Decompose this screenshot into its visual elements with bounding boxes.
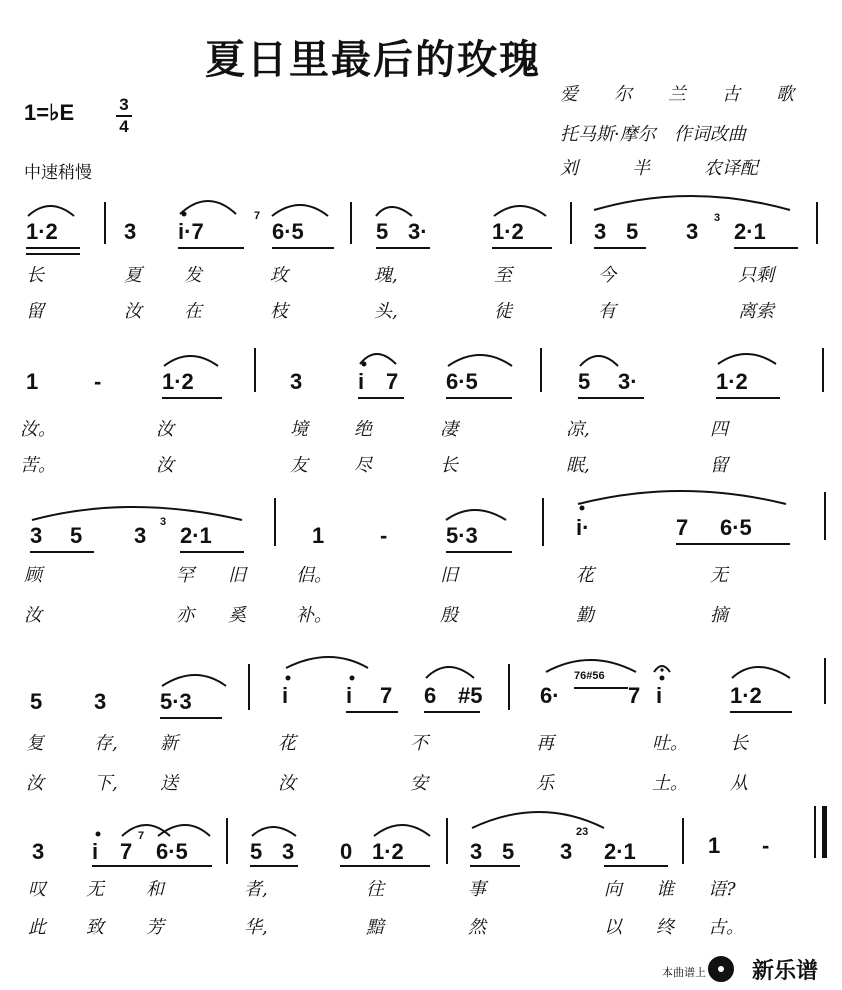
lyric: 然 [468,917,486,938]
lyric: 殷 [440,605,458,626]
lyric: 旧 [440,565,458,586]
octave-dot [286,676,291,681]
octave-dot [350,676,355,681]
lyric: 送 [160,773,178,794]
note: 7 [386,369,399,394]
note: 5 [626,219,639,244]
grace-note: 7 [254,210,261,222]
lyric: 友 [290,455,308,476]
note: - [380,523,388,548]
slur [28,206,74,216]
slur [180,201,236,214]
lyric: 古。 [708,917,744,938]
slur [162,675,226,686]
note: 3 [94,689,107,714]
note: 3 [282,839,295,864]
lyric: 下, [94,773,118,794]
lyric: 凉, [566,419,590,440]
slur [580,356,618,366]
octave-dot [660,676,665,681]
lyric: 乐 [536,773,554,794]
note: - [94,369,102,394]
time-signature-bottom: 4 [119,117,129,136]
lyric: 亦 [176,605,194,626]
slur [374,825,430,836]
note: 6 [424,683,437,708]
lyric: 再 [536,733,554,754]
note: 1·2 [730,683,762,708]
fermata-dot [660,668,663,671]
lyric: 汝 [24,605,42,626]
grace-note: 76#56 [574,670,605,682]
lyric: 今 [598,265,616,286]
brand-logo: 新乐谱 [751,958,818,983]
note: 1 [312,523,325,548]
note: 2·1 [180,523,212,548]
lyric: 黯 [366,917,384,938]
lyric: 只剩 [738,265,774,286]
lyric: 华, [244,917,268,938]
slur [32,507,242,520]
lyric: 复 [26,733,44,754]
note: 1·2 [372,839,404,864]
lyric: 四 [710,419,728,440]
note: 3 [594,219,607,244]
lyric: 存, [94,733,118,754]
note: 7 [380,683,393,708]
slur [426,667,474,678]
note: i [92,839,99,864]
note: 1·2 [162,369,194,394]
note: 1·2 [716,369,748,394]
note: 5 [30,689,43,714]
lyric: 离索 [738,301,774,322]
note: - [762,833,770,858]
slur [494,206,546,216]
note: 3 [32,839,45,864]
slur [594,196,790,210]
logo-disc-icon [708,956,734,982]
lyric: 新 [160,733,178,754]
lyric: 长 [440,455,458,476]
note: 3 [470,839,483,864]
lyric: 语? [708,879,736,900]
note: 7 [676,515,689,540]
lyric: 花 [278,733,296,754]
note: 6·5 [272,219,304,244]
note: 5 [376,219,389,244]
slur [446,510,506,520]
lyric: 汝 [26,773,44,794]
note: i· [576,515,590,540]
slur [272,205,328,216]
lyric: 夏 [124,265,142,286]
note: 3· [618,369,638,394]
note: 3 [30,523,43,548]
lyric: 有 [598,301,616,322]
note: 3 [124,219,137,244]
note: 5·3 [446,523,478,548]
lyric: 玫 [270,265,288,286]
lyric: 绝 [354,419,372,440]
octave-dot [96,832,101,837]
note: i [282,683,289,708]
time-signature-top: 3 [119,95,129,114]
lyric: 土。 [652,773,688,794]
note: 5 [578,369,591,394]
note: 6· [540,683,560,708]
footer-source: 本曲谱上 [662,967,706,979]
lyric: 事 [468,879,486,900]
grace-note: 3 [160,516,167,528]
lyric: 奚 [228,605,246,626]
note: 5 [502,839,515,864]
grace-note: 7 [138,830,145,842]
page-title: 夏日里最后的玫瑰 [205,36,541,83]
lyric: 安 [410,773,428,794]
lyric: 终 [656,917,674,938]
lyric: 芳 [146,917,164,938]
slur [376,207,412,216]
lyric: 汝 [124,301,142,322]
lyric: 补。 [296,605,332,626]
note: 1·2 [492,219,524,244]
tempo-marking: 中速稍慢 [24,163,92,182]
note: 5·3 [160,689,192,714]
lyric: 汝 [156,419,174,440]
slur [718,354,776,364]
slur [122,825,170,836]
octave-dot [362,362,367,367]
lyric: 苦。 [20,455,56,476]
lyric: 汝。 [20,419,56,440]
note: 3· [408,219,428,244]
lyric: 致 [86,917,104,938]
lyric: 摘 [710,605,728,626]
slur [448,355,512,366]
lyric: 叹 [28,879,46,900]
lyric: 在 [184,301,202,322]
credit-lyricist: 托马斯·摩尔 作词改曲 [560,124,746,145]
slur [158,825,210,836]
lyric: 头, [374,301,398,322]
slur [472,812,604,828]
lyric: 顾 [24,565,42,586]
lyric: 旧 [228,565,246,586]
note: 1 [26,369,39,394]
note: 1·2 [26,219,58,244]
note: 5 [250,839,263,864]
note: 7 [120,839,133,864]
lyric: 眠, [566,455,590,476]
lyric: 发 [184,265,202,286]
octave-dot [580,506,585,511]
lyric: 花 [576,565,594,586]
lyric: 至 [494,265,512,286]
note: 3 [560,839,573,864]
lyric: 凄 [440,419,458,440]
credit-translator: 刘 半 农译配 [560,158,758,179]
lyric: 向 [604,879,622,900]
note: 5 [70,523,83,548]
note: i [656,683,663,708]
lyric: 罕 [176,565,194,586]
note: #5 [458,683,483,708]
lyric: 瑰, [374,265,398,286]
slur [578,491,786,504]
lyric: 汝 [278,773,296,794]
note: 2·1 [734,219,766,244]
note: 3 [134,523,147,548]
slur [164,356,218,366]
lyric: 徒 [494,301,512,322]
lyric: 和 [146,879,164,900]
note: 6·5 [156,839,188,864]
lyric: 长 [26,265,44,286]
lyric: 枝 [270,301,288,322]
octave-dot [182,212,187,217]
lyric: 谁 [656,879,674,900]
key-signature: 1=♭E [24,100,75,125]
lyric: 以 [604,917,622,938]
note: i·7 [178,219,204,244]
note: 2·1 [604,839,636,864]
lyric: 留 [26,301,44,322]
note: 3 [290,369,303,394]
lyric: 从 [730,773,748,794]
note: 6·5 [720,515,752,540]
lyric: 留 [710,455,728,476]
lyric: 勤 [576,605,594,626]
note: 1 [708,833,721,858]
lyric: 无 [86,879,104,900]
grace-note: 23 [576,826,589,838]
note: 3 [686,219,699,244]
lyric: 侣。 [296,565,332,586]
lyric: 不 [410,733,428,754]
note: 7 [628,683,641,708]
grace-note: 3 [714,212,721,224]
lyric: 此 [28,917,46,938]
lyric: 长 [730,733,748,754]
note: i [358,369,365,394]
credit-origin: 爱 尔 兰 古 歌 [560,84,794,105]
slur [286,657,368,668]
note: 0 [340,839,353,864]
lyric: 境 [290,419,308,440]
lyric: 尽 [354,455,372,476]
lyric: 汝 [156,455,174,476]
slur [546,660,636,672]
note: i [346,683,353,708]
note: 6·5 [446,369,478,394]
slur [732,667,790,678]
slur [252,827,296,836]
lyric: 者, [244,879,268,900]
lyric: 吐。 [652,733,688,754]
lyric: 往 [366,879,384,900]
lyric: 无 [710,565,728,586]
